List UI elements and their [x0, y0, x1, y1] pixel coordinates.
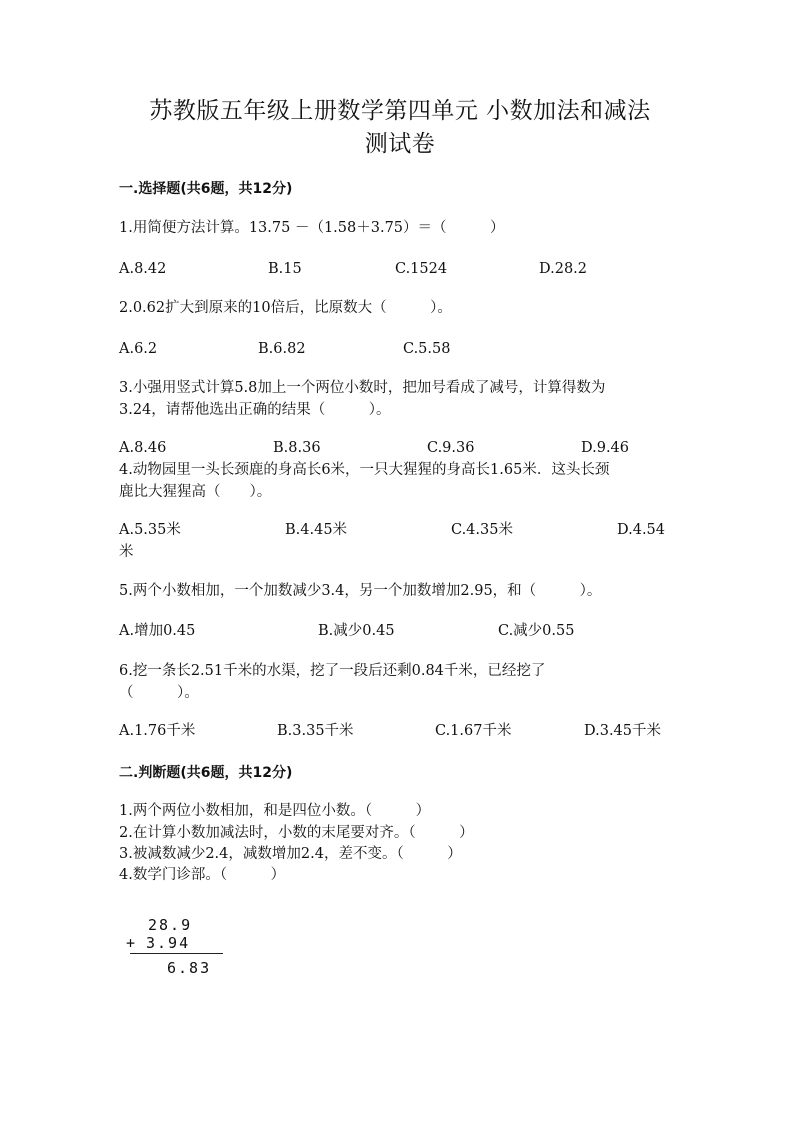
question-5-text: 5.两个小数相加，一个加数减少3.4，另一个加数增加2.95，和（ ）。 [119, 583, 602, 599]
question-1-option-a: A.8.42 [119, 261, 167, 277]
judgement-item-2: 2.在计算小数加减法时，小数的末尾要对齐。（ ） [119, 825, 474, 841]
question-4-option-a: A.5.35米 [119, 522, 181, 538]
question-3-option-b: B.8.36 [273, 440, 321, 456]
question-6-text-line2: （ ）。 [119, 685, 199, 701]
question-2-option-b: B.6.82 [258, 341, 306, 357]
question-6-option-c: C.1.67千米 [435, 723, 512, 739]
question-3-option-a: A.8.46 [119, 440, 167, 456]
question-2-text: 2.0.62扩大到原来的10倍后，比原数大（ ）。 [119, 300, 452, 316]
question-5-option-c: C.减少0.55 [498, 623, 575, 639]
question-3-option-d: D.9.46 [581, 440, 630, 456]
question-6-option-a: A.1.76千米 [119, 723, 196, 739]
question-4-option-d: D.4.54 [617, 522, 666, 538]
question-1-option-b: B.15 [268, 261, 302, 277]
calc-second-number: 3.94 [146, 934, 191, 952]
judgement-item-1: 1.两个两位小数相加，和是四位小数。（ ） [119, 803, 431, 819]
page-title-line2: 测试卷 [364, 131, 436, 157]
judgement-item-4: 4.数学门诊部。（ ） [119, 867, 286, 883]
page-title-line1: 苏教版五年级上册数学第四单元 小数加法和减法 [149, 98, 651, 124]
question-4-text-line2: 鹿比大猩猩高（ ）。 [119, 484, 272, 500]
question-6-option-d: D.3.45千米 [584, 723, 662, 739]
question-6-option-b: B.3.35千米 [277, 723, 354, 739]
section-heading-choice: 一.选择题(共6题，共12分) [119, 181, 293, 197]
calc-result: 6.83 [167, 959, 212, 977]
question-1-option-d: D.28.2 [539, 261, 588, 277]
question-1-text: 1.用简便方法计算。13.75 －（1.58＋3.75）＝（ ） [119, 220, 505, 236]
question-2-option-c: C.5.58 [403, 341, 451, 357]
question-1-option-c: C.1524 [395, 261, 448, 277]
question-4-option-d-wrap: 米 [119, 544, 134, 560]
question-3-option-c: C.9.36 [427, 440, 475, 456]
question-4-text-line1: 4.动物园里一头长颈鹿的身高长6米，一只大猩猩的身高长1.65米．这头长颈 [119, 462, 610, 478]
calc-plus-sign: + [126, 934, 138, 952]
question-5-option-a: A.增加0.45 [119, 623, 196, 639]
question-3-text-line2: 3.24，请帮他选出正确的结果（ ）。 [119, 402, 391, 418]
question-5-option-b: B.减少0.45 [318, 623, 395, 639]
question-6-text-line1: 6.挖一条长2.51千米的水渠，挖了一段后还剩0.84千米，已经挖了 [119, 663, 546, 679]
question-2-option-a: A.6.2 [119, 341, 158, 357]
question-3-text-line1: 3.小强用竖式计算5.8加上一个两位小数时，把加号看成了减号，计算得数为 [119, 380, 606, 396]
question-4-option-b: B.4.45米 [285, 522, 348, 538]
question-4-option-c: C.4.35米 [451, 522, 513, 538]
calc-divider-line [130, 953, 223, 954]
judgement-item-3: 3.被减数减少2.4，减数增加2.4，差不变。（ ） [119, 846, 462, 862]
calc-top-number: 28.9 [148, 916, 193, 934]
section-heading-judgement: 二.判断题(共6题，共12分) [119, 765, 293, 781]
